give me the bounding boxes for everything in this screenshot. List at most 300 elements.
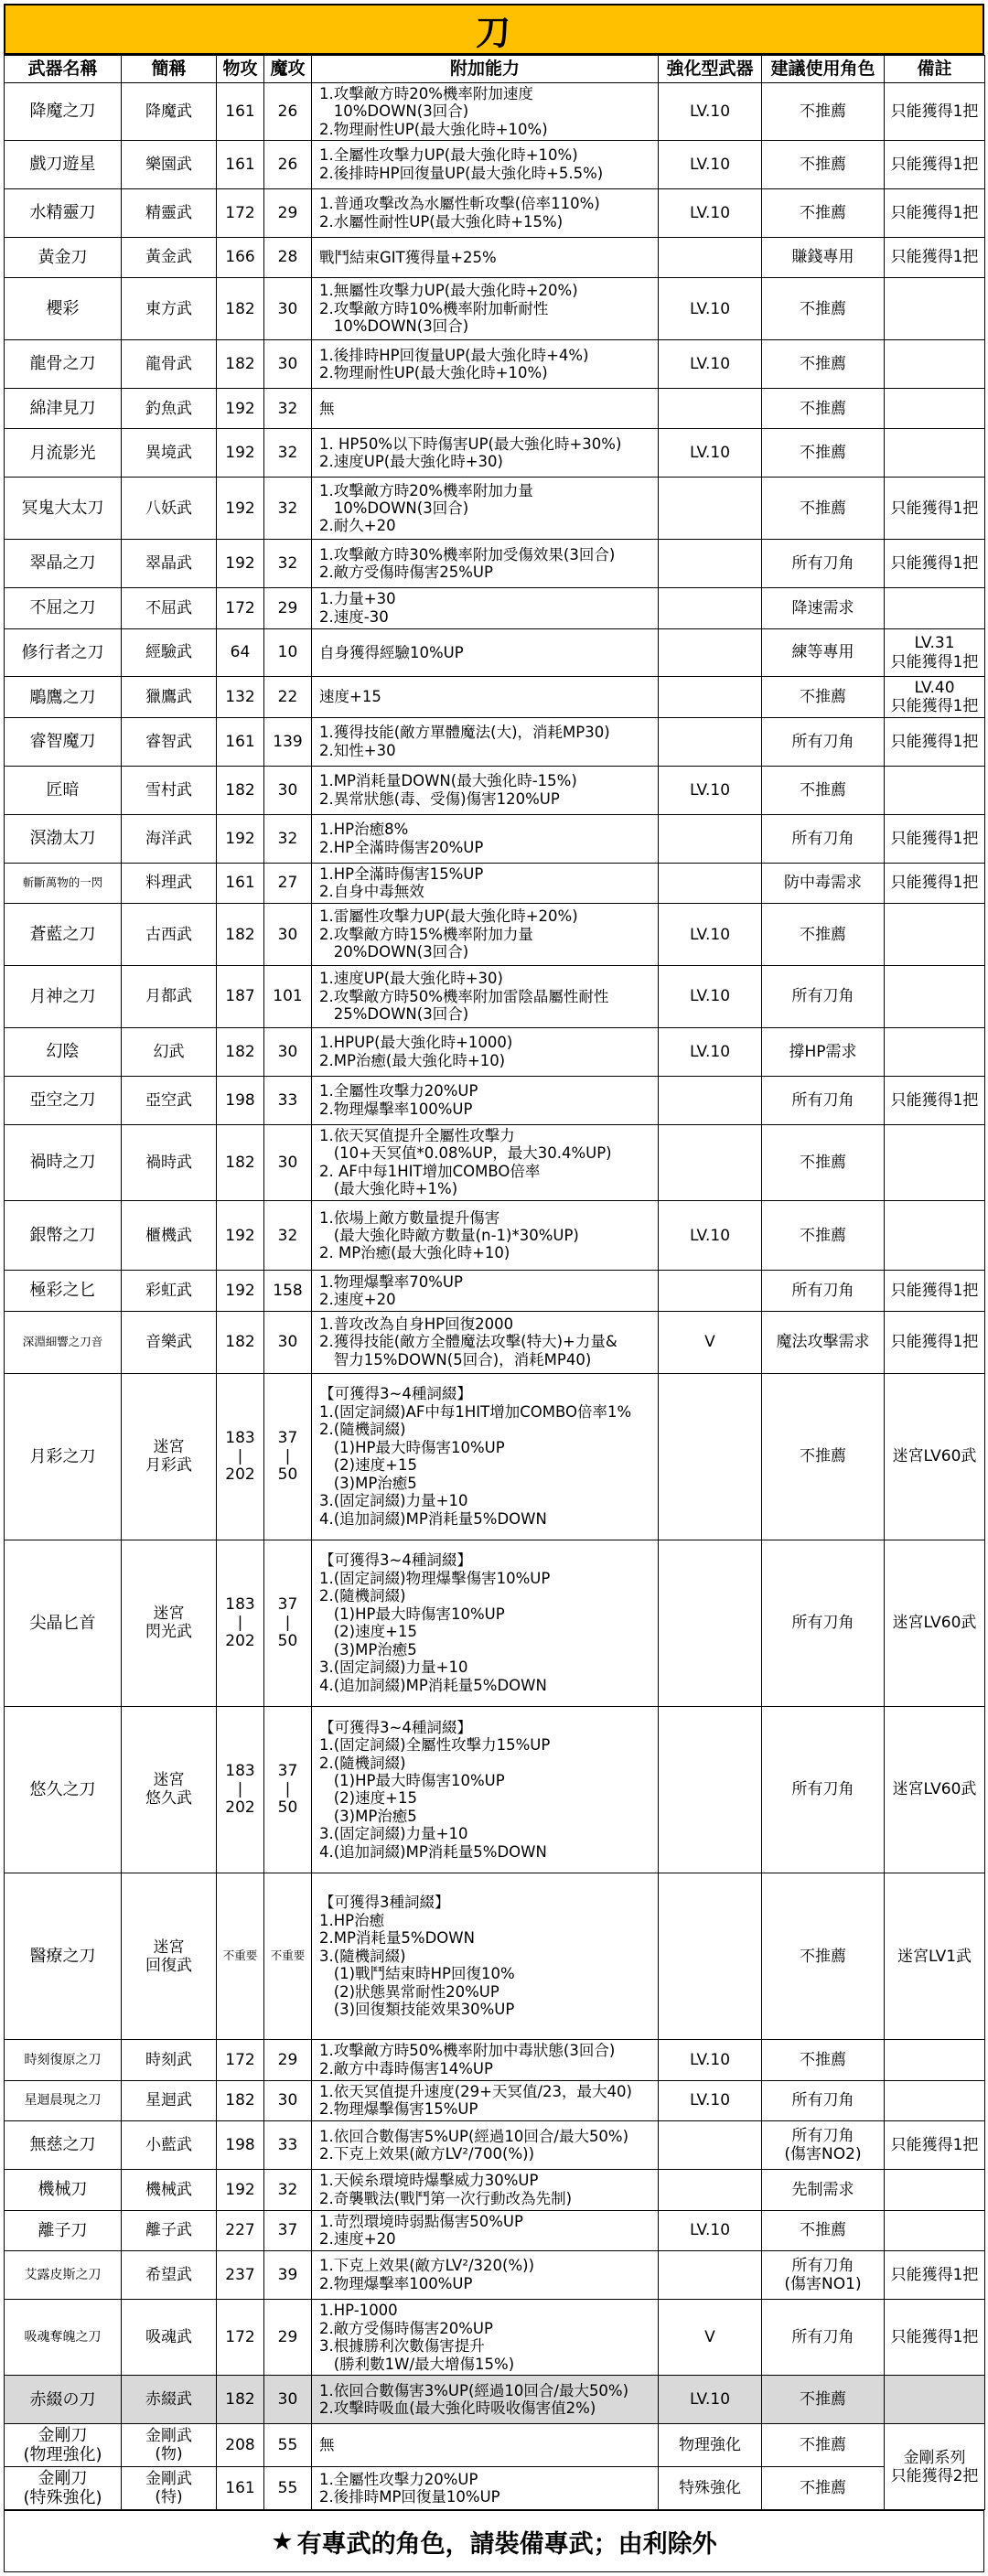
enhance-type-cell xyxy=(659,540,762,588)
weapon-name-cell: 冥鬼大太刀 xyxy=(5,478,122,540)
weapon-name-cell: 時刻復原之刀 xyxy=(5,2040,122,2080)
table-row xyxy=(5,478,985,540)
magic-attack-cell: 32 xyxy=(264,2170,312,2210)
abbreviation-cell: 東方武 xyxy=(122,278,217,340)
ability-cell: 1.HP治癒8% 2.HP全滿時傷害20%UP xyxy=(312,814,659,863)
physical-attack-cell: 192 xyxy=(217,2170,264,2210)
physical-attack-cell: 192 xyxy=(217,1201,264,1271)
physical-attack-cell: 161 xyxy=(217,717,264,766)
weapon-name-cell: 水精靈刀 xyxy=(5,188,122,237)
magic-attack-cell: 32 xyxy=(264,478,312,540)
note-cell xyxy=(885,2170,985,2210)
table-row xyxy=(5,540,985,588)
abbreviation-cell: 獵鷹武 xyxy=(122,677,217,717)
recommended-role-cell: 不推薦 xyxy=(762,388,885,428)
note-cell xyxy=(885,965,985,1027)
recommended-role-cell: 所有刀角 xyxy=(762,1271,885,1311)
table-row xyxy=(5,766,985,814)
header-ability: 附加能力 xyxy=(312,56,659,83)
table-row xyxy=(5,2080,985,2120)
table-row xyxy=(5,2170,985,2210)
weapon-name-cell: 吸魂奪魄之刀 xyxy=(5,2299,122,2376)
table-row xyxy=(5,717,985,766)
magic-attack-cell: 32 xyxy=(264,388,312,428)
ability-cell: 1.攻擊敵方時20%機率附加力量 10%DOWN(3回合) 2.耐久+20 xyxy=(312,478,659,540)
physical-attack-cell: 198 xyxy=(217,1076,264,1124)
weapon-name-cell: 悠久之刀 xyxy=(5,1706,122,1873)
note-cell: 只能獲得1把 xyxy=(885,237,985,277)
enhance-type-cell xyxy=(659,814,762,863)
abbreviation-cell: 櫃機武 xyxy=(122,1201,217,1271)
note-cell xyxy=(885,278,985,340)
ability-cell: 【可獲得3種詞綴】 1.HP治癒 2.MP消耗量5%DOWN 3.(隨機詞綴) (1)戰鬥結束時HP回復10% (2)狀態異常耐性20%UP (3)回復類技能效果30%UP xyxy=(312,1873,659,2040)
table-row xyxy=(5,83,985,141)
abbreviation-cell: 月都武 xyxy=(122,965,217,1027)
header-physical-attack: 物攻 xyxy=(217,56,264,83)
physical-attack-cell: 182 xyxy=(217,1311,264,1373)
weapon-name-cell: 修行者之刀 xyxy=(5,628,122,677)
ability-cell: 1.依天冥值提升速度(29+天冥值/23，最大40) 2.物理爆擊傷害15%UP xyxy=(312,2080,659,2120)
weapon-table xyxy=(4,55,985,2510)
enhance-type-cell xyxy=(659,478,762,540)
weapon-name-cell: 綿津見刀 xyxy=(5,388,122,428)
physical-attack-cell: 183 | 202 xyxy=(217,1373,264,1540)
recommended-role-cell: 防中毒需求 xyxy=(762,863,885,903)
recommended-role-cell: 賺錢專用 xyxy=(762,237,885,277)
note-cell xyxy=(885,2210,985,2250)
physical-attack-cell: 198 xyxy=(217,2121,264,2170)
abbreviation-cell: 迷宮 悠久武 xyxy=(122,1706,217,1873)
physical-attack-cell: 182 xyxy=(217,2080,264,2120)
physical-attack-cell: 64 xyxy=(217,628,264,677)
weapon-name-cell: 機械刀 xyxy=(5,2170,122,2210)
ability-cell: 1.攻擊敵方時20%機率附加速度 10%DOWN(3回合) 2.物理耐性UP(最大強化時+10%) xyxy=(312,83,659,141)
note-cell xyxy=(885,2080,985,2120)
enhance-type-cell: V xyxy=(659,1311,762,1373)
weapon-name-cell: 匠暗 xyxy=(5,766,122,814)
recommended-role-cell: 不推薦 xyxy=(762,2210,885,2250)
note-cell: 迷宮LV60武 xyxy=(885,1706,985,1873)
enhance-type-cell: LV.10 xyxy=(659,766,762,814)
abbreviation-cell: 古西武 xyxy=(122,904,217,966)
weapon-name-cell: 黃金刀 xyxy=(5,237,122,277)
weapon-name-cell: 翠晶之刀 xyxy=(5,540,122,588)
ability-cell: 1.物理爆擊率70%UP 2.速度+20 xyxy=(312,1271,659,1311)
magic-attack-cell: 32 xyxy=(264,429,312,478)
magic-attack-cell: 10 xyxy=(264,628,312,677)
magic-attack-cell: 158 xyxy=(264,1271,312,1311)
note-cell: 迷宮LV1武 xyxy=(885,1873,985,2040)
ability-cell: 1.苛烈環境時弱點傷害50%UP 2.速度+20 xyxy=(312,2210,659,2250)
recommended-role-cell: 所有刀角 xyxy=(762,1076,885,1124)
enhance-type-cell xyxy=(659,2121,762,2170)
table-row xyxy=(5,1706,985,1873)
recommended-role-cell: 所有刀角 xyxy=(762,540,885,588)
abbreviation-cell: 金剛武 (物) xyxy=(122,2424,217,2467)
enhance-type-cell xyxy=(659,2170,762,2210)
enhance-type-cell: V xyxy=(659,2299,762,2376)
enhance-type-cell xyxy=(659,2250,762,2299)
physical-attack-cell: 183 | 202 xyxy=(217,1540,264,1706)
enhance-type-cell: LV.10 xyxy=(659,140,762,188)
weapon-name-cell: 睿智魔刀 xyxy=(5,717,122,766)
weapon-name-cell: 鵰鷹之刀 xyxy=(5,677,122,717)
enhance-type-cell xyxy=(659,1124,762,1201)
recommended-role-cell: 不推薦 xyxy=(762,478,885,540)
table-row xyxy=(5,2424,985,2467)
table-row xyxy=(5,965,985,1027)
physical-attack-cell: 182 xyxy=(217,340,264,389)
ability-cell: 1.HP全滿時傷害15%UP 2.自身中毒無效 xyxy=(312,863,659,903)
recommended-role-cell: 不推薦 xyxy=(762,1124,885,1201)
weapon-name-cell: 無慈之刀 xyxy=(5,2121,122,2170)
weapon-name-cell: 蒼藍之刀 xyxy=(5,904,122,966)
magic-attack-cell: 26 xyxy=(264,140,312,188)
abbreviation-cell: 八妖武 xyxy=(122,478,217,540)
ability-cell: 速度+15 xyxy=(312,677,659,717)
note-cell: 只能獲得1把 xyxy=(885,83,985,141)
magic-attack-cell: 30 xyxy=(264,1311,312,1373)
page-title: 刀 xyxy=(4,4,984,55)
enhance-type-cell xyxy=(659,628,762,677)
magic-attack-cell: 22 xyxy=(264,677,312,717)
footer-note xyxy=(4,2510,984,2572)
enhance-type-cell: 物理強化 xyxy=(659,2424,762,2467)
weapon-name-cell: 醫療之刀 xyxy=(5,1873,122,2040)
enhance-type-cell: LV.10 xyxy=(659,1027,762,1076)
recommended-role-cell: 不推薦 xyxy=(762,2424,885,2467)
enhance-type-cell xyxy=(659,717,762,766)
weapon-name-cell: 龍骨之刀 xyxy=(5,340,122,389)
note-cell: 金剛系列 只能獲得2把 xyxy=(885,2424,985,2510)
weapon-name-cell: 斬斷萬物的一閃 xyxy=(5,863,122,903)
weapon-name-cell: 深淵細響之刀音 xyxy=(5,1311,122,1373)
magic-attack-cell: 32 xyxy=(264,814,312,863)
enhance-type-cell xyxy=(659,863,762,903)
table-header-row xyxy=(5,56,985,83)
magic-attack-cell: 55 xyxy=(264,2424,312,2467)
note-cell xyxy=(885,2040,985,2080)
ability-cell: 1.MP消耗量DOWN(最大強化時-15%) 2.異常狀態(毒、受傷)傷害120%UP xyxy=(312,766,659,814)
abbreviation-cell: 樂園武 xyxy=(122,140,217,188)
note-cell xyxy=(885,388,985,428)
enhance-type-cell: LV.10 xyxy=(659,278,762,340)
magic-attack-cell: 139 xyxy=(264,717,312,766)
abbreviation-cell: 不屈武 xyxy=(122,588,217,628)
note-cell: 只能獲得1把 xyxy=(885,1311,985,1373)
recommended-role-cell: 不推薦 xyxy=(762,340,885,389)
table-row xyxy=(5,1373,985,1540)
magic-attack-cell: 30 xyxy=(264,2080,312,2120)
abbreviation-cell: 離子武 xyxy=(122,2210,217,2250)
abbreviation-cell: 睿智武 xyxy=(122,717,217,766)
ability-cell: 1.HP-1000 2.敵方受傷時傷害20%UP 3.根據勝利次數傷害提升 (勝利數1W/最大增傷15%) xyxy=(312,2299,659,2376)
ability-cell: 1.攻擊敵方時30%機率附加受傷效果(3回合) 2.敵方受傷時傷害25%UP xyxy=(312,540,659,588)
weapon-name-cell: 櫻彩 xyxy=(5,278,122,340)
note-cell: LV.31 只能獲得1把 xyxy=(885,628,985,677)
table-row xyxy=(5,340,985,389)
physical-attack-cell: 172 xyxy=(217,2040,264,2080)
magic-attack-cell: 30 xyxy=(264,1124,312,1201)
recommended-role-cell: 所有刀角 xyxy=(762,2080,885,2120)
physical-attack-cell: 192 xyxy=(217,540,264,588)
recommended-role-cell: 不推薦 xyxy=(762,140,885,188)
weapon-name-cell: 星迴晨現之刀 xyxy=(5,2080,122,2120)
abbreviation-cell: 異境武 xyxy=(122,429,217,478)
ability-cell: 1.獲得技能(敵方單體魔法(大)，消耗MP30) 2.知性+30 xyxy=(312,717,659,766)
ability-cell: 【可獲得3~4種詞綴】 1.(固定詞綴)全屬性攻擊力15%UP 2.(隨機詞綴) (1)HP最大時傷害10%UP (2)速度+15 (3)MP治癒5 3.(固定詞綴)力量+10 4.(追加詞綴)MP消耗量5%DOWN xyxy=(312,1706,659,1873)
recommended-role-cell: 所有刀角 xyxy=(762,965,885,1027)
physical-attack-cell: 192 xyxy=(217,814,264,863)
enhance-type-cell xyxy=(659,1540,762,1706)
ability-cell: 1.依回合數傷害3%UP(經過10回合/最大50%) 2.攻擊時吸血(最大強化時吸收傷害值2%) xyxy=(312,2376,659,2424)
physical-attack-cell: 192 xyxy=(217,429,264,478)
physical-attack-cell: 172 xyxy=(217,588,264,628)
magic-attack-cell: 27 xyxy=(264,863,312,903)
enhance-type-cell: LV.10 xyxy=(659,83,762,141)
table-row xyxy=(5,2466,985,2509)
recommended-role-cell: 所有刀角 xyxy=(762,717,885,766)
abbreviation-cell: 海洋武 xyxy=(122,814,217,863)
table-row xyxy=(5,814,985,863)
recommended-role-cell: 不推薦 xyxy=(762,188,885,237)
weapon-name-cell: 尖晶匕首 xyxy=(5,1540,122,1706)
abbreviation-cell: 雪村武 xyxy=(122,766,217,814)
table-row xyxy=(5,140,985,188)
recommended-role-cell: 練等專用 xyxy=(762,628,885,677)
table-row xyxy=(5,188,985,237)
note-cell: 只能獲得1把 xyxy=(885,814,985,863)
magic-attack-cell: 28 xyxy=(264,237,312,277)
physical-attack-cell: 161 xyxy=(217,140,264,188)
ability-cell: 1.下克上效果(敵方LV²/320(%)) 2.物理爆擊率100%UP xyxy=(312,2250,659,2299)
enhance-type-cell xyxy=(659,677,762,717)
enhance-type-cell xyxy=(659,237,762,277)
recommended-role-cell: 不推薦 xyxy=(762,83,885,141)
weapon-name-cell: 赤綴の刀 xyxy=(5,2376,122,2424)
ability-cell: 1.普攻改為自身HP回復2000 2.獲得技能(敵方全體魔法攻擊(特大)+力量& 智力15%DOWN(5回合)，消耗MP40) xyxy=(312,1311,659,1373)
enhance-type-cell: LV.10 xyxy=(659,965,762,1027)
ability-cell: 1.雷屬性攻擊力UP(最大強化時+20%) 2.攻擊敵方時15%機率附加力量 20%DOWN(3回合) xyxy=(312,904,659,966)
abbreviation-cell: 經驗武 xyxy=(122,628,217,677)
enhance-type-cell xyxy=(659,1271,762,1311)
note-cell: 只能獲得1把 xyxy=(885,1271,985,1311)
magic-attack-cell: 30 xyxy=(264,766,312,814)
table-row xyxy=(5,429,985,478)
weapon-name-cell: 溟渤太刀 xyxy=(5,814,122,863)
table-row xyxy=(5,1540,985,1706)
weapon-name-cell: 幻陰 xyxy=(5,1027,122,1076)
magic-attack-cell: 30 xyxy=(264,340,312,389)
header-enhance-type: 強化型武器 xyxy=(659,56,762,83)
note-cell xyxy=(885,2376,985,2424)
weapon-name-cell: 戲刀遊星 xyxy=(5,140,122,188)
table-row xyxy=(5,388,985,428)
table-row xyxy=(5,1027,985,1076)
enhance-type-cell: LV.10 xyxy=(659,2040,762,2080)
note-cell: 只能獲得1把 xyxy=(885,478,985,540)
table-row xyxy=(5,2376,985,2424)
ability-cell: 1.普通攻擊改為水屬性斬攻擊(倍率110%) 2.水屬性耐性UP(最大強化時+15%) xyxy=(312,188,659,237)
table-row xyxy=(5,628,985,677)
star-icon: ★ xyxy=(271,2527,294,2556)
recommended-role-cell: 先制需求 xyxy=(762,2170,885,2210)
abbreviation-cell: 音樂武 xyxy=(122,1311,217,1373)
physical-attack-cell: 166 xyxy=(217,237,264,277)
table-row xyxy=(5,1076,985,1124)
enhance-type-cell xyxy=(659,1873,762,2040)
physical-attack-cell: 182 xyxy=(217,2376,264,2424)
enhance-type-cell xyxy=(659,388,762,428)
note-cell: 只能獲得1把 xyxy=(885,1076,985,1124)
magic-attack-cell: 30 xyxy=(264,904,312,966)
ability-cell: 1.依天冥值提升全屬性攻擊力 (10+天冥值*0.08%UP，最大30.4%UP) 2. AF中每1HIT增加COMBO倍率 (最大強化時+1%) xyxy=(312,1124,659,1201)
physical-attack-cell: 187 xyxy=(217,965,264,1027)
note-cell xyxy=(885,588,985,628)
table-row xyxy=(5,237,985,277)
note-cell: 只能獲得1把 xyxy=(885,863,985,903)
note-cell xyxy=(885,766,985,814)
note-cell: LV.40 只能獲得1把 xyxy=(885,677,985,717)
recommended-role-cell: 所有刀角 xyxy=(762,1540,885,1706)
recommended-role-cell: 魔法攻擊需求 xyxy=(762,1311,885,1373)
ability-cell: 1.無屬性攻擊力UP(最大強化時+20%) 2.攻擊敵方時10%機率附加斬耐性 10%DOWN(3回合) xyxy=(312,278,659,340)
magic-attack-cell: 39 xyxy=(264,2250,312,2299)
abbreviation-cell: 精靈武 xyxy=(122,188,217,237)
weapon-name-cell: 禍時之刀 xyxy=(5,1124,122,1201)
note-cell xyxy=(885,340,985,389)
table-row xyxy=(5,2250,985,2299)
ability-cell: 1.全屬性攻擊力20%UP 2.後排時MP回復量10%UP xyxy=(312,2466,659,2509)
table-row xyxy=(5,2040,985,2080)
abbreviation-cell: 黃金武 xyxy=(122,237,217,277)
table-row xyxy=(5,1271,985,1311)
note-cell: 迷宮LV60武 xyxy=(885,1540,985,1706)
recommended-role-cell: 不推薦 xyxy=(762,1373,885,1540)
abbreviation-cell: 機械武 xyxy=(122,2170,217,2210)
abbreviation-cell: 赤綴武 xyxy=(122,2376,217,2424)
abbreviation-cell: 禍時武 xyxy=(122,1124,217,1201)
enhance-type-cell: LV.10 xyxy=(659,340,762,389)
weapon-name-cell: 月流影光 xyxy=(5,429,122,478)
magic-attack-cell: 37 xyxy=(264,2210,312,2250)
ability-cell: 1.全屬性攻擊力20%UP 2.物理爆擊率100%UP xyxy=(312,1076,659,1124)
magic-attack-cell: 37 | 50 xyxy=(264,1373,312,1540)
abbreviation-cell: 幻武 xyxy=(122,1027,217,1076)
magic-attack-cell: 37 | 50 xyxy=(264,1706,312,1873)
magic-attack-cell: 32 xyxy=(264,540,312,588)
enhance-type-cell: LV.10 xyxy=(659,2376,762,2424)
ability-cell: 戰鬥結束GIT獲得量+25% xyxy=(312,237,659,277)
table-row xyxy=(5,2121,985,2170)
table-row xyxy=(5,1124,985,1201)
weapon-name-cell: 月彩之刀 xyxy=(5,1373,122,1540)
magic-attack-cell: 26 xyxy=(264,83,312,141)
recommended-role-cell: 所有刀角 (傷害NO1) xyxy=(762,2250,885,2299)
weapon-name-cell: 極彩之匕 xyxy=(5,1271,122,1311)
magic-attack-cell: 30 xyxy=(264,278,312,340)
ability-cell: 自身獲得經驗10%UP xyxy=(312,628,659,677)
table-row xyxy=(5,2210,985,2250)
ability-cell: 1.全屬性攻擊力UP(最大強化時+10%) 2.後排時HP回復量UP(最大強化時+5.5%) xyxy=(312,140,659,188)
abbreviation-cell: 彩虹武 xyxy=(122,1271,217,1311)
enhance-type-cell: LV.10 xyxy=(659,2080,762,2120)
enhance-type-cell: 特殊強化 xyxy=(659,2466,762,2509)
table-row xyxy=(5,863,985,903)
footer-text: 有專武的角色，請裝備專武；由利除外 xyxy=(296,2529,717,2559)
physical-attack-cell: 172 xyxy=(217,2299,264,2376)
physical-attack-cell: 183 | 202 xyxy=(217,1706,264,1873)
ability-cell: 1.天候糸環境時爆擊威力30%UP 2.奇襲戰法(戰鬥第一次行動改為先制) xyxy=(312,2170,659,2210)
note-cell: 只能獲得1把 xyxy=(885,2299,985,2376)
ability-cell: 1.力量+30 2.速度-30 xyxy=(312,588,659,628)
weapon-name-cell: 降魔之刀 xyxy=(5,83,122,141)
recommended-role-cell: 不推薦 xyxy=(762,677,885,717)
abbreviation-cell: 迷宮 月彩武 xyxy=(122,1373,217,1540)
table-row xyxy=(5,278,985,340)
table-row xyxy=(5,904,985,966)
recommended-role-cell: 不推薦 xyxy=(762,1201,885,1271)
recommended-role-cell: 所有刀角 xyxy=(762,2299,885,2376)
abbreviation-cell: 金剛武 (特) xyxy=(122,2466,217,2509)
recommended-role-cell: 不推薦 xyxy=(762,2466,885,2509)
recommended-role-cell: 所有刀角 xyxy=(762,814,885,863)
physical-attack-cell: 182 xyxy=(217,766,264,814)
note-cell: 只能獲得1把 xyxy=(885,140,985,188)
note-cell xyxy=(885,1027,985,1076)
recommended-role-cell: 不推薦 xyxy=(762,2040,885,2080)
note-cell: 只能獲得1把 xyxy=(885,717,985,766)
table-row xyxy=(5,1311,985,1373)
abbreviation-cell: 吸魂武 xyxy=(122,2299,217,2376)
physical-attack-cell: 不重要 xyxy=(217,1873,264,2040)
note-cell: 只能獲得1把 xyxy=(885,2121,985,2170)
physical-attack-cell: 192 xyxy=(217,1271,264,1311)
recommended-role-cell: 撐HP需求 xyxy=(762,1027,885,1076)
weapon-name-cell: 不屈之刀 xyxy=(5,588,122,628)
abbreviation-cell: 料理武 xyxy=(122,863,217,903)
weapon-name-cell: 艾露皮斯之刀 xyxy=(5,2250,122,2299)
table-row xyxy=(5,588,985,628)
note-cell xyxy=(885,1201,985,1271)
ability-cell: 1.攻擊敵方時50%機率附加中毒狀態(3回合) 2.敵方中毒時傷害14%UP xyxy=(312,2040,659,2080)
physical-attack-cell: 208 xyxy=(217,2424,264,2467)
physical-attack-cell: 192 xyxy=(217,478,264,540)
recommended-role-cell: 不推薦 xyxy=(762,278,885,340)
enhance-type-cell: LV.10 xyxy=(659,429,762,478)
abbreviation-cell: 迷宮 回復武 xyxy=(122,1873,217,2040)
weapon-name-cell: 金剛刀 (物理強化) xyxy=(5,2424,122,2467)
abbreviation-cell: 迷宮 閃光武 xyxy=(122,1540,217,1706)
weapon-name-cell: 離子刀 xyxy=(5,2210,122,2250)
ability-cell: 1. HP50%以下時傷害UP(最大強化時+30%) 2.速度UP(最大強化時+30) xyxy=(312,429,659,478)
ability-cell: 【可獲得3~4種詞綴】 1.(固定詞綴)AF中每1HIT增加COMBO倍率1% 2.(隨機詞綴) (1)HP最大時傷害10%UP (2)速度+15 (3)MP治癒5 3.(固定詞綴)力量+10 4.(追加詞綴)MP消耗量5%DOWN xyxy=(312,1373,659,1540)
header-weapon-name: 武器名稱 xyxy=(5,56,122,83)
table-row xyxy=(5,677,985,717)
abbreviation-cell: 翠晶武 xyxy=(122,540,217,588)
abbreviation-cell: 降魔武 xyxy=(122,83,217,141)
recommended-role-cell: 降速需求 xyxy=(762,588,885,628)
ability-cell: 1.後排時HP回復量UP(最大強化時+4%) 2.物理耐性UP(最大強化時+10%) xyxy=(312,340,659,389)
physical-attack-cell: 132 xyxy=(217,677,264,717)
note-cell xyxy=(885,429,985,478)
abbreviation-cell: 龍骨武 xyxy=(122,340,217,389)
weapon-name-cell: 月神之刀 xyxy=(5,965,122,1027)
magic-attack-cell: 29 xyxy=(264,588,312,628)
magic-attack-cell: 30 xyxy=(264,1027,312,1076)
magic-attack-cell: 37 | 50 xyxy=(264,1540,312,1706)
ability-cell: 1.HPUP(最大強化時+1000) 2.MP治癒(最大強化時+10) xyxy=(312,1027,659,1076)
